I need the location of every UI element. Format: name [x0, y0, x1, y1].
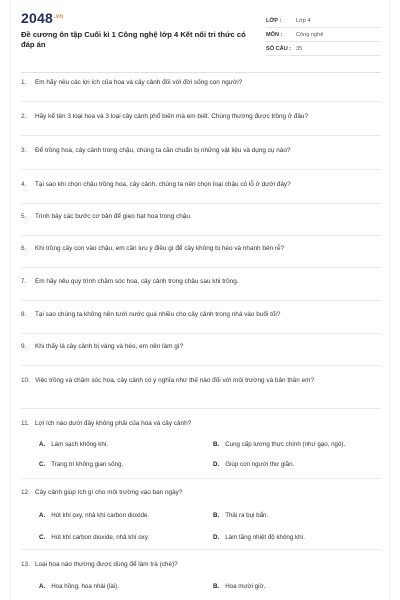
- question-number: 1.: [21, 79, 27, 86]
- document-header: [21, 10, 381, 65]
- document-meta: [266, 14, 381, 56]
- option-letter: C.: [39, 461, 46, 468]
- question-number: 8.: [21, 311, 27, 318]
- question-number: 4.: [21, 181, 27, 188]
- site-logo[interactable]: [21, 10, 63, 26]
- question-divider: [21, 478, 381, 479]
- meta-key: SỐ CÂU :: [266, 45, 292, 52]
- option-letter: D.: [213, 534, 220, 541]
- question-text: Để trồng hoa, cây cảnh trong chậu, chúng ta cần chuẩn bị những vật liệu và dụng cụ nào?: [35, 147, 291, 154]
- question-text: Tại sao chúng ta không nên tưới nước quá nhiều cho cây cảnh trong nhà vào buổi tối?: [35, 311, 281, 318]
- question-number: 3.: [21, 147, 27, 154]
- question-number: 5.: [21, 213, 27, 220]
- answer-options: [39, 582, 375, 594]
- question-divider: [21, 549, 381, 550]
- document-page: [10, 0, 390, 600]
- option-text: Hút khí carbon dioxide, nhả khí oxy.: [51, 534, 150, 541]
- option-text: Hoa hồng, hoa nhài (lài).: [51, 583, 119, 590]
- answer-option[interactable]: [39, 440, 207, 450]
- question-text: Loại hoa nào thường được dùng để làm trà (chè)?: [35, 561, 178, 568]
- meta-row-subject: [266, 28, 381, 42]
- option-text: Làm tăng nhiệt độ không khí.: [225, 534, 305, 541]
- option-letter: B.: [213, 512, 220, 519]
- answer-option[interactable]: [39, 582, 207, 592]
- question-text: Khi thấy lá cây cảnh bị vàng và héo, em nên làm gì?: [35, 343, 184, 350]
- option-text: Hoa mười giờ.: [225, 583, 266, 590]
- option-text: Thải ra bụi bẩn.: [225, 512, 269, 519]
- question-divider: [21, 333, 381, 334]
- meta-row-class: [266, 14, 381, 28]
- answer-option[interactable]: [39, 533, 207, 543]
- question-text: Hãy kể tên 3 loại hoa và 3 loại cây cảnh phổ biến mà em biết. Chúng thường được trồng ở đâu?: [35, 113, 309, 120]
- answer-option[interactable]: [213, 440, 381, 450]
- meta-key: MÔN :: [266, 31, 283, 38]
- option-text: Cung cấp lương thực chính (như gạo, ngô).: [225, 441, 346, 448]
- meta-value: 35: [296, 45, 303, 52]
- option-text: Trang trí không gian sống.: [51, 461, 124, 468]
- question-divider: [21, 101, 381, 102]
- document-title: Đề cương ôn tập Cuối kì 1 Công nghệ lớp 4 Kết nối tri thức có đáp án: [21, 30, 246, 49]
- meta-value: Lớp 4: [296, 17, 311, 24]
- meta-row-count: [266, 42, 381, 56]
- question-text: Em hãy nêu các lợi ích của hoa và cây cảnh đối với đời sống con người?: [35, 79, 243, 86]
- answer-option[interactable]: [213, 460, 381, 470]
- question-number: 2.: [21, 113, 27, 120]
- question-divider: [21, 300, 381, 301]
- option-letter: B.: [213, 441, 220, 448]
- question-text: Trình bày các bước cơ bản để gieo hạt hoa trong chậu.: [35, 213, 192, 220]
- option-text: Hút khí oxy, nhả khí carbon dioxide.: [51, 512, 150, 519]
- question-text: Em hãy nêu quy trình chăm sóc hoa, cây cảnh trong chậu sau khi trồng.: [35, 278, 239, 285]
- question-number: 7.: [21, 278, 27, 285]
- option-text: Giúp con người thư giãn.: [225, 461, 295, 468]
- question-number: 10.: [21, 377, 30, 384]
- answer-option[interactable]: [213, 582, 381, 592]
- option-letter: B.: [213, 583, 220, 590]
- question-divider: [21, 235, 381, 236]
- answer-option[interactable]: [213, 533, 381, 543]
- option-letter: A.: [39, 583, 46, 590]
- question-text: Tại sao khi chọn chậu trồng hoa, cây cảnh, chúng ta nên chọn loại chậu có lỗ ở dưới đáy?: [35, 181, 291, 188]
- option-letter: A.: [39, 512, 46, 519]
- header-divider: [21, 72, 381, 73]
- question-number: 13.: [21, 561, 30, 568]
- option-letter: A.: [39, 441, 46, 448]
- question-divider: [21, 203, 381, 204]
- option-text: Làm sạch không khí.: [51, 441, 109, 448]
- question-text: Lợi ích nào dưới đây không phải của hoa và cây cảnh?: [35, 420, 192, 427]
- question-text: Cây cảnh giúp ích gì cho môi trường vào ban ngày?: [35, 489, 183, 496]
- question-number: 9.: [21, 343, 27, 350]
- question-divider: [21, 267, 381, 268]
- question-number: 12.: [21, 489, 30, 496]
- question-number: 6.: [21, 245, 27, 252]
- logo-suffix: .vn: [53, 14, 64, 20]
- question-divider: [21, 408, 381, 409]
- question-divider: [21, 135, 381, 136]
- answer-options: [39, 511, 375, 543]
- meta-value: Công nghệ: [296, 31, 324, 38]
- answer-options: [39, 440, 375, 472]
- meta-key: LỚP :: [266, 17, 282, 24]
- question-number: 11.: [21, 420, 30, 427]
- answer-option[interactable]: [213, 511, 381, 521]
- question-divider: [21, 169, 381, 170]
- answer-option[interactable]: [39, 460, 207, 470]
- answer-option[interactable]: [39, 511, 207, 521]
- question-divider: [21, 365, 381, 366]
- logo-text: 2048: [21, 10, 53, 26]
- option-letter: C.: [39, 534, 46, 541]
- question-text: Việc trồng và chăm sóc hoa, cây cảnh có ý nghĩa như thế nào đối với môi trường và bản thân em?: [35, 377, 314, 384]
- question-text: Khi trồng cây con vào chậu, em cần lưu ý điều gì để cây không bị héo và nhanh bén rễ?: [35, 245, 285, 252]
- option-letter: D.: [213, 461, 220, 468]
